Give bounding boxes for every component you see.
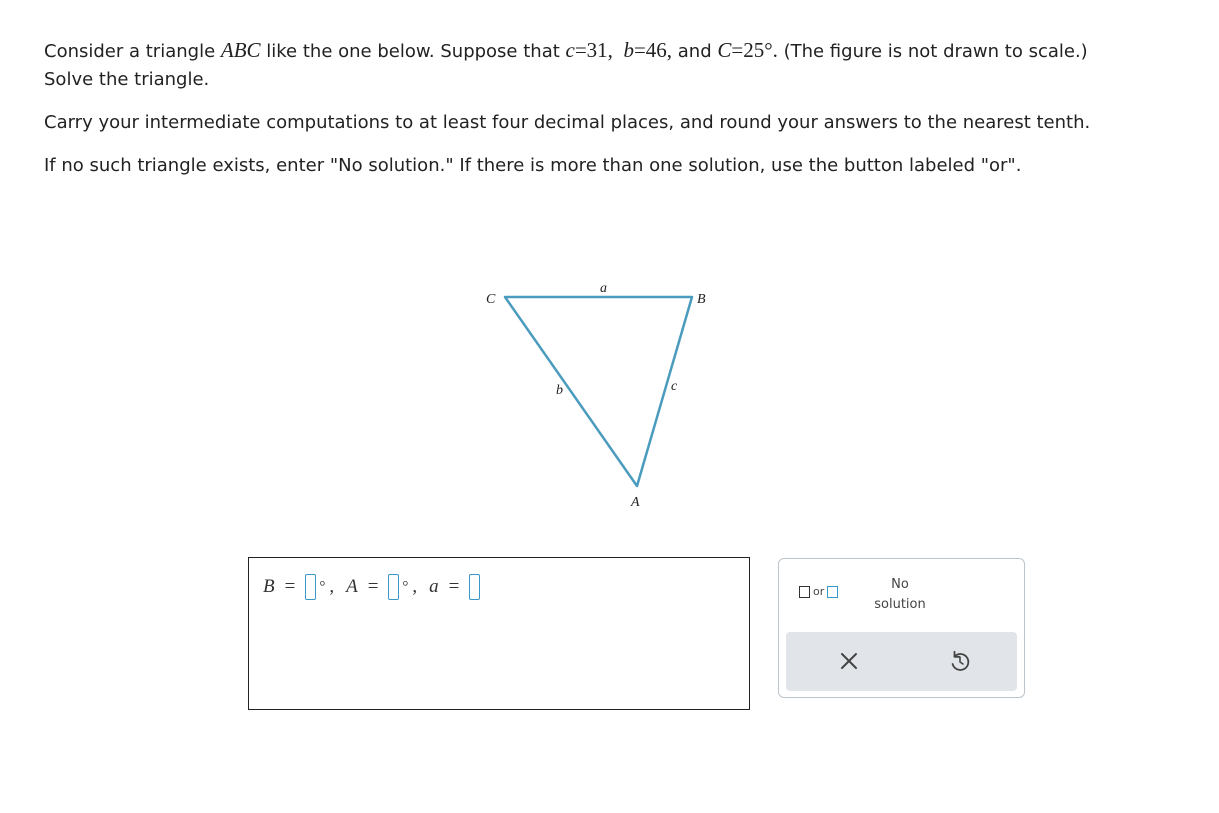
close-icon[interactable]	[835, 647, 863, 675]
vertex-b-label: B	[697, 292, 706, 307]
instructions-no-solution: If no such triangle exists, enter "No solution." If there is more than one solution, use the button labeled "or".	[44, 155, 1022, 176]
degree-symbol: °	[402, 578, 409, 595]
triangle-figure	[470, 276, 720, 516]
or-button[interactable]	[799, 585, 838, 598]
vertex-a-label: A	[631, 495, 640, 510]
side-a-label: a	[600, 281, 607, 296]
or-label: or	[813, 585, 825, 598]
equals-sign: =	[284, 576, 296, 597]
answer-area[interactable]	[248, 557, 750, 710]
angle-b-input[interactable]	[305, 574, 316, 600]
degree-symbol: °	[319, 578, 326, 595]
keypad-action-bar	[786, 632, 1017, 691]
empty-box-icon	[827, 586, 838, 598]
instructions-rounding: Carry your intermediate computations to at least four decimal places, and round your answers to the nearest tenth.	[44, 112, 1091, 133]
angle-b-label: B	[263, 576, 275, 597]
angle-a-input[interactable]	[388, 574, 399, 600]
side-a-answer-label: a	[429, 576, 439, 597]
side-c-label: c	[671, 379, 678, 394]
triangle-shape	[505, 297, 692, 486]
no-solution-label-line1: No	[891, 577, 909, 592]
vertex-c-label: C	[486, 292, 496, 307]
no-solution-label-line2: solution	[874, 597, 926, 612]
comma-separator: ,	[329, 576, 335, 597]
empty-box-icon	[799, 586, 810, 598]
answer-keypad	[778, 558, 1025, 698]
side-a-input[interactable]	[469, 574, 480, 600]
equals-sign: =	[367, 576, 379, 597]
equals-sign: =	[448, 576, 460, 597]
angle-a-label: A	[346, 576, 358, 597]
undo-icon[interactable]	[946, 647, 974, 675]
problem-statement-line1: Consider a triangle ABC like the one below. Suppose that c=31, b=46, and C=25°. (The figure is not drawn to scale.)	[44, 38, 1088, 62]
answer-line	[263, 574, 480, 600]
side-b-label: b	[556, 383, 563, 398]
comma-separator: ,	[412, 576, 418, 597]
no-solution-button[interactable]	[871, 575, 929, 615]
problem-statement-line2: Solve the triangle.	[44, 69, 210, 90]
